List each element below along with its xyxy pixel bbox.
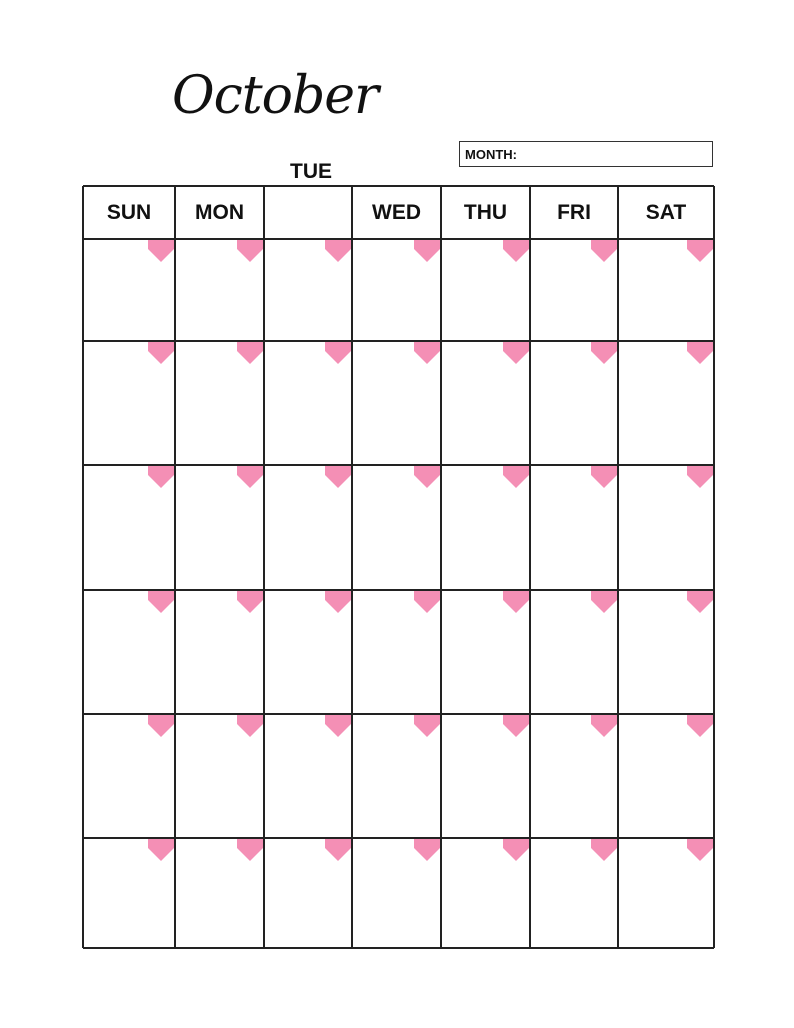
weekday-header-fri: FRI xyxy=(557,201,591,224)
month-label: MONTH: xyxy=(465,147,517,162)
day-cell[interactable] xyxy=(264,590,352,714)
heart-icon xyxy=(325,240,351,262)
day-cell[interactable] xyxy=(352,838,441,948)
day-cell[interactable] xyxy=(175,714,264,838)
heart-icon xyxy=(687,715,713,737)
day-cell[interactable] xyxy=(618,590,714,714)
day-cell[interactable] xyxy=(83,239,175,341)
heart-icon xyxy=(414,715,440,737)
day-cell[interactable] xyxy=(441,341,530,465)
heart-icon xyxy=(414,839,440,861)
heart-icon xyxy=(325,466,351,488)
weekday-header-wed: WED xyxy=(372,201,421,224)
day-cell[interactable] xyxy=(175,838,264,948)
day-cell[interactable] xyxy=(83,838,175,948)
day-cell[interactable] xyxy=(352,239,441,341)
day-cell[interactable] xyxy=(530,838,618,948)
heart-icon xyxy=(237,342,263,364)
heart-icon xyxy=(237,466,263,488)
day-cell[interactable] xyxy=(264,239,352,341)
heart-icon xyxy=(325,715,351,737)
weekday-header-sat: SAT xyxy=(645,201,687,224)
day-cell[interactable] xyxy=(441,838,530,948)
heart-icon xyxy=(687,240,713,262)
day-cell[interactable] xyxy=(264,838,352,948)
heart-icon xyxy=(687,839,713,861)
heart-icon xyxy=(148,839,174,861)
heart-icon xyxy=(503,839,529,861)
heart-icon xyxy=(414,240,440,262)
day-cell[interactable] xyxy=(352,590,441,714)
day-cell[interactable] xyxy=(83,714,175,838)
page-title: October xyxy=(172,66,378,126)
heart-icon xyxy=(503,591,529,613)
day-cell[interactable] xyxy=(83,341,175,465)
floating-day-label: TUE xyxy=(290,160,332,183)
day-cell[interactable] xyxy=(530,341,618,465)
heart-icon xyxy=(414,342,440,364)
heart-icon xyxy=(591,591,617,613)
day-cell[interactable] xyxy=(175,341,264,465)
heart-icon xyxy=(148,591,174,613)
heart-icon xyxy=(237,715,263,737)
heart-icon xyxy=(325,591,351,613)
heart-icon xyxy=(148,342,174,364)
heart-icon xyxy=(503,342,529,364)
day-cell[interactable] xyxy=(175,590,264,714)
day-cell[interactable] xyxy=(83,465,175,590)
heart-icon xyxy=(591,839,617,861)
weekday-header-blank xyxy=(264,186,352,239)
heart-icon xyxy=(503,466,529,488)
heart-icon xyxy=(591,715,617,737)
heart-icon xyxy=(687,466,713,488)
heart-icon xyxy=(591,342,617,364)
weekday-header-thu: THU xyxy=(463,201,508,224)
day-cell[interactable] xyxy=(618,239,714,341)
heart-icon xyxy=(148,466,174,488)
heart-icon xyxy=(503,240,529,262)
day-cell[interactable] xyxy=(618,341,714,465)
heart-icon xyxy=(414,591,440,613)
day-cell[interactable] xyxy=(264,465,352,590)
day-cell[interactable] xyxy=(618,714,714,838)
heart-icon xyxy=(687,342,713,364)
day-cell[interactable] xyxy=(441,590,530,714)
heart-icon xyxy=(237,839,263,861)
heart-icon xyxy=(237,591,263,613)
day-cell[interactable] xyxy=(441,465,530,590)
day-cell[interactable] xyxy=(264,341,352,465)
heart-icon xyxy=(687,591,713,613)
day-cell[interactable] xyxy=(352,465,441,590)
day-cell[interactable] xyxy=(530,714,618,838)
day-cell[interactable] xyxy=(352,714,441,838)
day-cell[interactable] xyxy=(618,838,714,948)
day-cell[interactable] xyxy=(352,341,441,465)
heart-icon xyxy=(591,466,617,488)
day-cell[interactable] xyxy=(175,239,264,341)
day-cell[interactable] xyxy=(530,465,618,590)
heart-icon xyxy=(325,342,351,364)
heart-icon xyxy=(237,240,263,262)
day-cell[interactable] xyxy=(175,465,264,590)
day-cell[interactable] xyxy=(618,465,714,590)
heart-icon xyxy=(503,715,529,737)
day-cell[interactable] xyxy=(530,590,618,714)
day-cell[interactable] xyxy=(264,714,352,838)
heart-icon xyxy=(414,466,440,488)
heart-icon xyxy=(325,839,351,861)
heart-icon xyxy=(591,240,617,262)
day-cell[interactable] xyxy=(83,590,175,714)
heart-icon xyxy=(148,715,174,737)
weekday-header-sun: SUN xyxy=(106,201,152,224)
day-cell[interactable] xyxy=(441,239,530,341)
heart-icon xyxy=(148,240,174,262)
day-cell[interactable] xyxy=(441,714,530,838)
weekday-header-mon: MON xyxy=(195,201,244,224)
day-cell[interactable] xyxy=(530,239,618,341)
